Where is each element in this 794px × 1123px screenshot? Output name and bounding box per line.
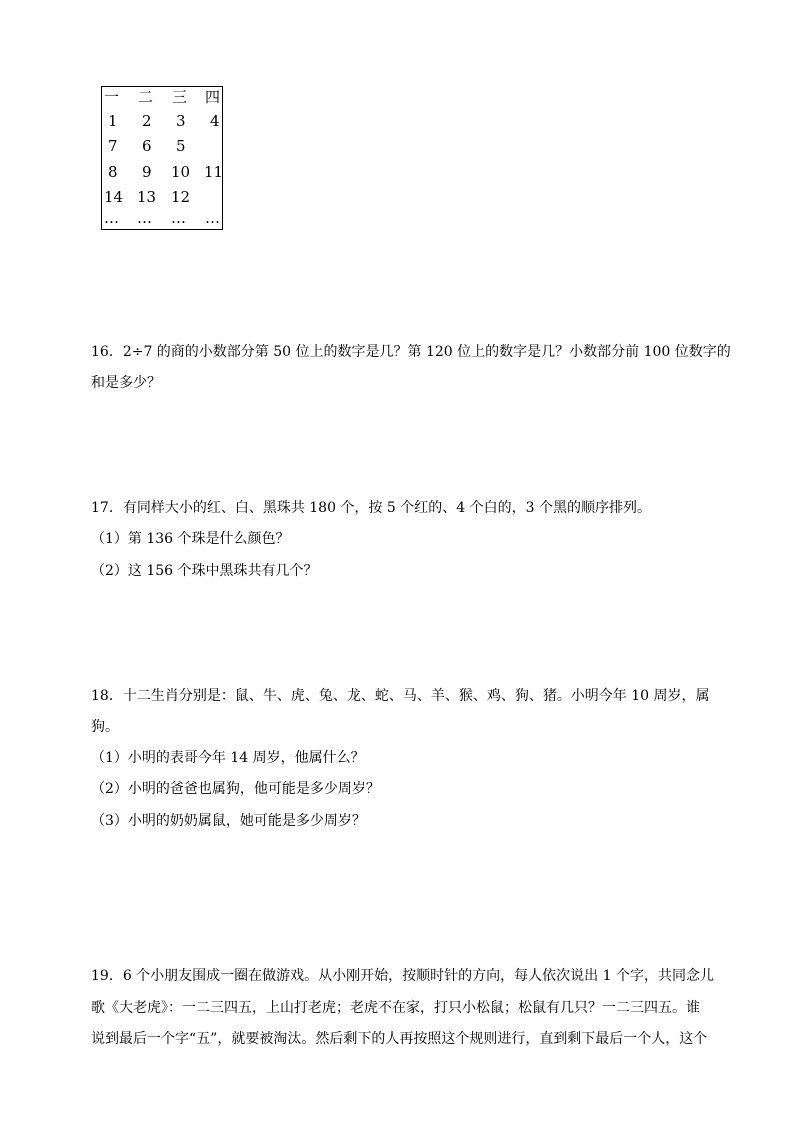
table-header-cell: 三 [172,88,188,106]
table-cell: 10 [171,163,191,181]
table-cell: 9 [142,163,152,181]
table-cell: … [205,209,220,227]
question-17-sub-2: （2）这 156 个珠中黑珠共有几个？ [91,563,318,579]
question-18-text: 18．十二生肖分别是：鼠、牛、虎、兔、龙、蛇、马、羊、猴、鸡、狗、猪。小明今年 10 周岁，属 [91,688,710,704]
table-cell: 14 [104,188,124,206]
question-18-sub-1: （1）小明的表哥今年 14 周岁，他属什么？ [91,750,365,766]
question-16-text-cont: 和是多少？ [91,375,161,391]
table-row [102,208,222,228]
table-cell: 7 [108,137,118,155]
question-16-text: 16．2÷7 的商的小数部分第 50 位上的数字是几？第 120 位上的数字是几？小数部分前 100 位数字的 [91,344,731,360]
table-cell: 2 [142,112,152,130]
table-cell: 13 [137,188,157,206]
question-19-text-cont-2: 说到最后一个字“五”，就要被淘汰。然后剩下的人再按照这个规则进行，直到剩下最后一个人，这个 [91,1031,708,1047]
table-cell: 1 [108,112,118,130]
question-17-sub-1: （1）第 136 个珠是什么颜色？ [91,531,290,547]
question-19-text-cont-1: 歌《大老虎》：一二三四五，上山打老虎；老虎不在家，打只小松鼠；松鼠有几只？一二三四五。谁 [91,1000,700,1016]
table-cell: 6 [142,137,152,155]
table-header-cell: 一 [104,88,120,106]
table-header-row [102,87,222,107]
number-arrangement-table [101,86,223,230]
table-row [102,187,222,207]
table-header-cell: 二 [138,88,154,106]
question-19-text: 19．6 个小朋友围成一圈在做游戏。从小刚开始，按顺时针的方向，每人依次说出 1 个字，共同念儿 [91,968,714,984]
table-cell: … [171,209,186,227]
question-18-sub-3: （3）小明的奶奶属鼠，她可能是多少周岁？ [91,813,366,829]
table-header-cell: 四 [205,88,221,106]
table-cell: 5 [176,137,186,155]
table-cell: … [104,209,119,227]
table-cell: 8 [108,163,118,181]
table-cell: 12 [171,188,191,206]
table-row [102,162,222,182]
question-17-text: 17．有同样大小的红、白、黑珠共 180 个，按 5 个红的、4 个白的，3 个黑的顺序排列。 [91,500,651,516]
question-18-text-cont: 狗。 [91,719,119,735]
table-cell: 11 [204,163,224,181]
table-row [102,136,222,156]
table-cell: 3 [176,112,186,130]
table-cell: 4 [210,112,220,130]
table-row [102,111,222,131]
question-18-sub-2: （2）小明的爸爸也属狗，他可能是多少周岁？ [91,781,380,797]
table-cell: … [137,209,152,227]
